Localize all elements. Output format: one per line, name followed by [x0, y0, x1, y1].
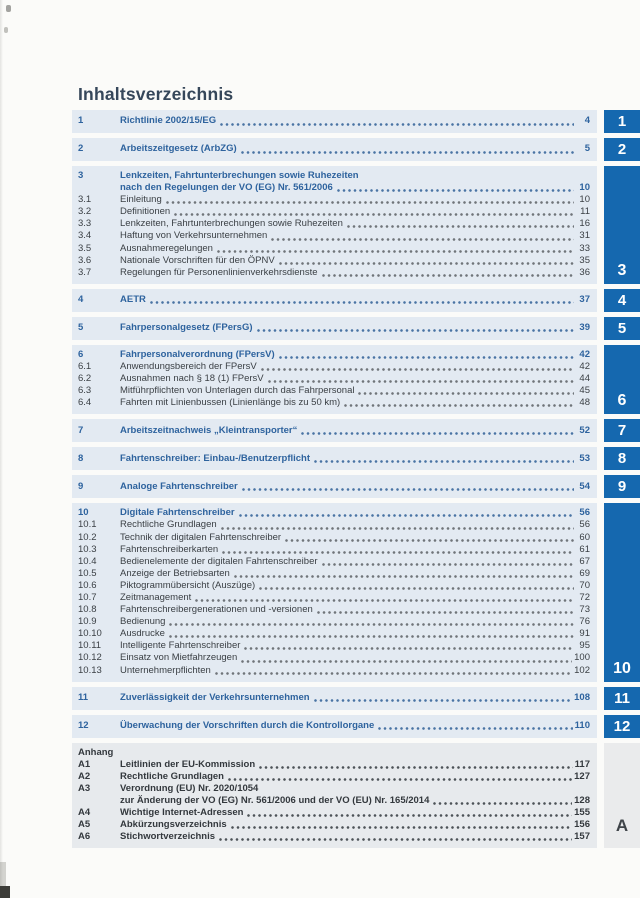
- toc-entry: [78, 481, 590, 493]
- toc-block: [72, 687, 597, 710]
- dot-leader: [433, 802, 572, 805]
- toc-entry: [78, 604, 590, 616]
- toc-entry: [78, 218, 590, 230]
- entry-page: 61: [579, 543, 590, 555]
- dot-leader: [217, 250, 574, 253]
- entry-title: Rechtliche Grundlagen: [120, 519, 217, 531]
- entry-page: 45: [579, 385, 590, 397]
- dot-leader: [169, 623, 574, 626]
- entry-number: 1: [78, 115, 84, 127]
- edge-tab-A: [604, 743, 640, 849]
- toc-block: [72, 110, 597, 133]
- entry-title: Fahrtenschreibergenerationen und -versionen: [120, 604, 313, 616]
- dot-leader: [219, 838, 572, 841]
- toc-block: [72, 715, 597, 738]
- entry-page: 16: [579, 218, 590, 230]
- entry-title: Lenkzeiten, Fahrtunterbrechungen sowie Ruhezeiten: [120, 170, 359, 181]
- entry-number: Anhang: [78, 746, 114, 758]
- dot-leader: [231, 826, 573, 829]
- dot-leader: [244, 647, 574, 650]
- dot-leader: [378, 727, 572, 730]
- entry-number: 12: [78, 720, 89, 732]
- tab-gap: [597, 110, 604, 133]
- dot-leader: [322, 563, 574, 566]
- dot-leader: [215, 672, 572, 675]
- edge-tab-5: [604, 317, 640, 340]
- entry-number: 6.2: [78, 373, 92, 385]
- entry-title: Zuverlässigkeit der Verkehrsunternehmen: [120, 692, 310, 704]
- toc-block: [72, 345, 597, 414]
- entry-title: Ausnahmen nach § 18 (1) FPersV: [120, 373, 264, 385]
- entry-page: 5: [584, 143, 590, 155]
- scan-corner-artifact: [0, 886, 10, 898]
- dot-leader: [222, 551, 574, 554]
- entry-title: Haftung von Verkehrsunternehmen: [120, 230, 268, 242]
- toc-entry: [78, 507, 590, 519]
- entry-title: Zeitmanagement: [120, 591, 192, 603]
- toc-section-12: [72, 715, 640, 738]
- toc-entry: [78, 425, 590, 437]
- toc-section-8: [72, 447, 640, 470]
- dot-leader: [259, 766, 573, 769]
- toc-entry: [78, 692, 590, 704]
- entry-number: A1: [78, 758, 91, 770]
- entry-number: 10.7: [78, 591, 97, 603]
- toc-section-2: [72, 138, 640, 161]
- toc-entry: [78, 568, 590, 580]
- toc-entry: [78, 807, 590, 819]
- tab-gap: [597, 475, 604, 498]
- toc-entry: [78, 592, 590, 604]
- tab-label: 8: [617, 450, 627, 468]
- entry-page: 42: [579, 360, 590, 372]
- entry-page: 67: [579, 555, 590, 567]
- entry-title: Anwendungsbereich der FPersV: [120, 360, 257, 372]
- toc-block: [72, 475, 597, 498]
- entry-title: Fahrpersonalgesetz (FPersG): [120, 322, 253, 334]
- dot-leader: [268, 380, 574, 383]
- tab-label: 1: [617, 113, 627, 130]
- tab-gap: [597, 419, 604, 442]
- entry-number: 6: [78, 348, 84, 360]
- toc-entry: [78, 267, 590, 279]
- toc-entry: [78, 361, 590, 373]
- entry-page: 56: [579, 519, 590, 531]
- entry-page: 156: [574, 819, 590, 831]
- tab-gap: [597, 687, 604, 710]
- edge-tab-12: [604, 715, 640, 738]
- tab-gap: [597, 166, 604, 284]
- toc-section-11: [72, 687, 640, 710]
- toc-entry: [78, 665, 590, 677]
- edge-tab-8: [604, 447, 640, 470]
- toc-block: [72, 419, 597, 442]
- edge-tab-10: [604, 503, 640, 681]
- tab-label: 9: [617, 478, 627, 496]
- tab-label: 5: [617, 319, 627, 337]
- toc-entry: [78, 532, 590, 544]
- dot-leader: [221, 527, 574, 530]
- entry-page: 117: [574, 758, 590, 770]
- entry-page: 11: [580, 206, 590, 218]
- toc-section-4: [72, 289, 640, 312]
- entry-number: 10.10: [78, 628, 102, 640]
- entry-page: 54: [579, 480, 590, 492]
- entry-number: 3: [78, 170, 84, 181]
- entry-number: 8: [78, 452, 84, 464]
- edge-tab-6: [604, 345, 640, 414]
- toc-entry: [78, 143, 590, 155]
- entry-title: AETR: [120, 294, 146, 306]
- scan-speck: [4, 27, 8, 33]
- toc-block: [72, 166, 597, 284]
- dot-leader: [234, 575, 574, 578]
- tab-gap: [597, 715, 604, 738]
- toc-block: [72, 317, 597, 340]
- toc-entry: [78, 783, 590, 795]
- entry-title: zur Änderung der VO (EG) Nr. 561/2006 und der VO (EU) Nr. 165/2014: [120, 795, 430, 806]
- entry-number: 6.1: [78, 360, 92, 372]
- toc-entry: [78, 453, 590, 465]
- toc-section-9: [72, 475, 640, 498]
- entry-title: Ausdrucke: [120, 628, 165, 640]
- entry-page: 155: [574, 807, 590, 819]
- toc-entry: [78, 170, 590, 182]
- entry-number: 10.2: [78, 531, 97, 543]
- toc-entry: [78, 294, 590, 306]
- entry-page: 108: [574, 692, 590, 704]
- entry-number: 3.5: [78, 242, 92, 254]
- dot-leader: [150, 301, 574, 304]
- entry-number: 10.4: [78, 555, 97, 567]
- entry-title: Rechtliche Grundlagen: [120, 770, 224, 782]
- dot-leader: [358, 392, 574, 395]
- toc-entry: [78, 255, 590, 267]
- dot-leader: [347, 225, 574, 228]
- scan-smear-artifact: [0, 862, 6, 888]
- dot-leader: [169, 635, 574, 638]
- entry-title: Analoge Fahrtenschreiber: [120, 480, 238, 492]
- edge-tab-4: [604, 289, 640, 312]
- tab-label: 3: [617, 261, 627, 279]
- dot-leader: [259, 587, 574, 590]
- entry-number: A3: [78, 782, 91, 794]
- tab-gap: [597, 503, 604, 681]
- entry-page: 127: [574, 770, 590, 782]
- tab-gap: [597, 138, 604, 161]
- toc-entry: [78, 385, 590, 397]
- dot-leader: [195, 599, 574, 602]
- tab-label: 10: [613, 659, 631, 677]
- toc-entry: [78, 322, 590, 334]
- entry-number: 10.5: [78, 567, 97, 579]
- toc-block: [72, 138, 597, 161]
- toc-section-10: [72, 503, 640, 681]
- entry-page: 128: [574, 795, 590, 806]
- toc-section-7: [72, 419, 640, 442]
- tab-gap: [597, 317, 604, 340]
- entry-number: 3.1: [78, 194, 92, 206]
- entry-page: 56: [579, 507, 590, 519]
- entry-title: Lenkzeiten, Fahrtunterbrechungen sowie Ruhezeiten: [120, 218, 343, 230]
- toc-entry: [78, 747, 590, 759]
- toc-entry: [78, 759, 590, 771]
- entry-page: 157: [574, 831, 590, 843]
- entry-title: Abkürzungsverzeichnis: [120, 819, 227, 831]
- toc-entry: [78, 771, 590, 783]
- entry-number: A4: [78, 807, 91, 819]
- entry-page: 33: [579, 242, 590, 254]
- toc-entry: [78, 349, 590, 361]
- entry-number: A5: [78, 819, 91, 831]
- dot-leader: [344, 404, 574, 407]
- entry-number: 10.1: [78, 519, 97, 531]
- toc-section-1: [72, 110, 640, 133]
- dot-leader: [314, 460, 574, 463]
- entry-title: Arbeitszeitgesetz (ArbZG): [120, 143, 237, 155]
- entry-page: 37: [579, 294, 590, 306]
- edge-tab-7: [604, 419, 640, 442]
- toc-entry: [78, 115, 590, 127]
- entry-number: 7: [78, 424, 84, 436]
- tab-gap: [597, 289, 604, 312]
- toc-entry: [78, 616, 590, 628]
- entry-title: Einleitung: [120, 194, 162, 206]
- entry-number: 3.4: [78, 230, 92, 242]
- toc-entry: [78, 628, 590, 640]
- entry-title: Bedienelemente der digitalen Fahrtenschreiber: [120, 555, 318, 567]
- toc-section-A: [72, 743, 640, 849]
- dot-leader: [166, 201, 574, 204]
- dot-leader: [241, 151, 574, 154]
- toc-entry: [78, 230, 590, 242]
- entry-title: Fahrten mit Linienbussen (Linienlänge bis zu 50 km): [120, 397, 341, 409]
- entry-number: 3.3: [78, 218, 92, 230]
- entry-title: nach den Regelungen der VO (EG) Nr. 561/2006: [120, 182, 333, 194]
- entry-title: Ausnahmeregelungen: [120, 242, 213, 254]
- entry-title: Arbeitszeitnachweis „Kleintransporter“: [120, 424, 298, 436]
- entry-page: 39: [579, 322, 590, 334]
- scan-edge-artifact: [0, 0, 3, 898]
- tab-label: 12: [613, 717, 631, 735]
- entry-page: 102: [574, 664, 590, 676]
- entry-title: Bedienung: [120, 616, 166, 628]
- entry-number: 3.2: [78, 206, 92, 218]
- entry-title: Verordnung (EU) Nr. 2020/1054: [120, 782, 259, 794]
- toc-entry: [78, 373, 590, 385]
- entry-page: 52: [579, 424, 590, 436]
- entry-title: Definitionen: [120, 206, 171, 218]
- dot-leader: [285, 539, 574, 542]
- toc-entry: [78, 580, 590, 592]
- dot-leader: [279, 262, 574, 265]
- entry-title: Überwachung der Vorschriften durch die Kontrollorgane: [120, 720, 375, 732]
- entry-title: Digitale Fahrtenschreiber: [120, 507, 235, 519]
- edge-tab-3: [604, 166, 640, 284]
- entry-number: 2: [78, 143, 84, 155]
- toc-section-6: [72, 345, 640, 414]
- dot-leader: [220, 123, 574, 126]
- entry-page: 36: [579, 266, 590, 278]
- entry-number: 11: [78, 692, 89, 704]
- tab-gap: [597, 447, 604, 470]
- toc-entry: [78, 819, 590, 831]
- edge-tab-1: [604, 110, 640, 133]
- toc-entry: [78, 544, 590, 556]
- entry-number: 10.6: [78, 579, 97, 591]
- dot-leader: [261, 368, 574, 371]
- entry-number: 10.12: [78, 652, 102, 664]
- entry-number: 6.3: [78, 385, 92, 397]
- tab-label: 6: [617, 392, 627, 410]
- entry-page: 110: [574, 720, 590, 732]
- entry-page: 10: [579, 194, 590, 206]
- toc-block: [72, 503, 597, 681]
- dot-leader: [242, 488, 574, 491]
- toc-entry: [78, 206, 590, 218]
- dot-leader: [317, 611, 574, 614]
- entry-page: 31: [579, 230, 590, 242]
- entry-number: 10.8: [78, 604, 97, 616]
- toc-entry: [78, 182, 590, 194]
- toc-entry: [78, 640, 590, 652]
- entry-number: 10: [78, 507, 89, 519]
- tab-label: 7: [617, 422, 627, 440]
- entry-page: 100: [574, 652, 590, 664]
- tab-gap: [597, 345, 604, 414]
- entry-title: Richtlinie 2002/15/EG: [120, 115, 217, 127]
- toc-block: [72, 743, 597, 849]
- edge-tab-9: [604, 475, 640, 498]
- entry-number: 5: [78, 322, 84, 334]
- dot-leader: [337, 189, 574, 192]
- entry-page: 48: [579, 397, 590, 409]
- toc-entry: [78, 720, 590, 732]
- entry-page: 73: [579, 604, 590, 616]
- dot-leader: [279, 356, 574, 359]
- toc-block: [72, 289, 597, 312]
- entry-title: Fahrtenschreiber: Einbau-/Benutzerpflicht: [120, 452, 311, 464]
- dot-leader: [241, 660, 572, 663]
- entry-title: Mitführpflichten von Unterlagen durch das Fahrpersonal: [120, 385, 355, 397]
- scan-speck: [6, 5, 11, 12]
- entry-page: 70: [579, 579, 590, 591]
- entry-page: 42: [579, 348, 590, 360]
- toc-entry: [78, 652, 590, 664]
- entry-page: 69: [579, 567, 590, 579]
- entry-number: 6.4: [78, 397, 92, 409]
- entry-title: Einsatz von Mietfahrzeugen: [120, 652, 238, 664]
- entry-number: 10.9: [78, 616, 97, 628]
- toc-entry: [78, 519, 590, 531]
- entry-page: 4: [584, 115, 590, 127]
- toc-entry: [78, 397, 590, 409]
- dot-leader: [174, 213, 574, 216]
- entry-title: Technik der digitalen Fahrtenschreiber: [120, 531, 282, 543]
- entry-number: 3.7: [78, 266, 92, 278]
- dot-leader: [228, 778, 572, 781]
- entry-page: 76: [579, 616, 590, 628]
- entry-page: 35: [579, 254, 590, 266]
- entry-title: Anzeige der Betriebsarten: [120, 567, 230, 579]
- entry-number: 3.6: [78, 254, 92, 266]
- entry-number: A6: [78, 831, 91, 843]
- edge-tab-2: [604, 138, 640, 161]
- toc-entry: [78, 194, 590, 206]
- entry-title: Piktogrammübersicht (Auszüge): [120, 579, 256, 591]
- toc-entry: [78, 243, 590, 255]
- entry-page: 10: [579, 182, 590, 194]
- toc-entry: [78, 556, 590, 568]
- toc-entry: [78, 831, 590, 843]
- dot-leader: [322, 274, 574, 277]
- dot-leader: [314, 699, 573, 702]
- entry-title: Fahrpersonalverordnung (FPersV): [120, 348, 275, 360]
- entry-title: Unternehmerpflichten: [120, 664, 211, 676]
- entry-number: 10.3: [78, 543, 97, 555]
- entry-number: A2: [78, 770, 91, 782]
- entry-page: 72: [579, 591, 590, 603]
- entry-title: Fahrtenschreiberkarten: [120, 543, 219, 555]
- tab-label: 2: [617, 141, 627, 158]
- entry-number: 10.11: [78, 640, 102, 652]
- toc-section-3: [72, 166, 640, 284]
- tab-label: 4: [617, 291, 627, 309]
- dot-leader: [257, 329, 574, 332]
- entry-title: Nationale Vorschriften für den ÖPNV: [120, 254, 275, 266]
- entry-page: 53: [579, 452, 590, 464]
- dot-leader: [301, 432, 574, 435]
- entry-number: 9: [78, 480, 84, 492]
- entry-page: 91: [579, 628, 590, 640]
- table-of-contents: [72, 110, 640, 853]
- entry-number: 4: [78, 294, 84, 306]
- entry-page: 95: [579, 640, 590, 652]
- dot-leader: [271, 238, 574, 241]
- dot-leader: [247, 814, 572, 817]
- tab-label: A: [615, 816, 629, 836]
- entry-title: Stichwortverzeichnis: [120, 831, 216, 843]
- entry-page: 60: [579, 531, 590, 543]
- entry-page: 44: [579, 373, 590, 385]
- entry-title: Intelligente Fahrtenschreiber: [120, 640, 241, 652]
- toc-block: [72, 447, 597, 470]
- entry-title: Wichtige Internet-Adressen: [120, 807, 244, 819]
- edge-tab-11: [604, 687, 640, 710]
- dot-leader: [239, 514, 574, 517]
- tab-gap: [597, 743, 604, 849]
- entry-title: Leitlinien der EU-Kommission: [120, 758, 256, 770]
- page-title: Inhaltsverzeichnis: [78, 84, 234, 104]
- toc-section-5: [72, 317, 640, 340]
- entry-title: Regelungen für Personenlinienverkehrsdienste: [120, 266, 318, 278]
- entry-number: 10.13: [78, 664, 102, 676]
- tab-label: 11: [614, 689, 630, 707]
- toc-entry: [78, 795, 590, 807]
